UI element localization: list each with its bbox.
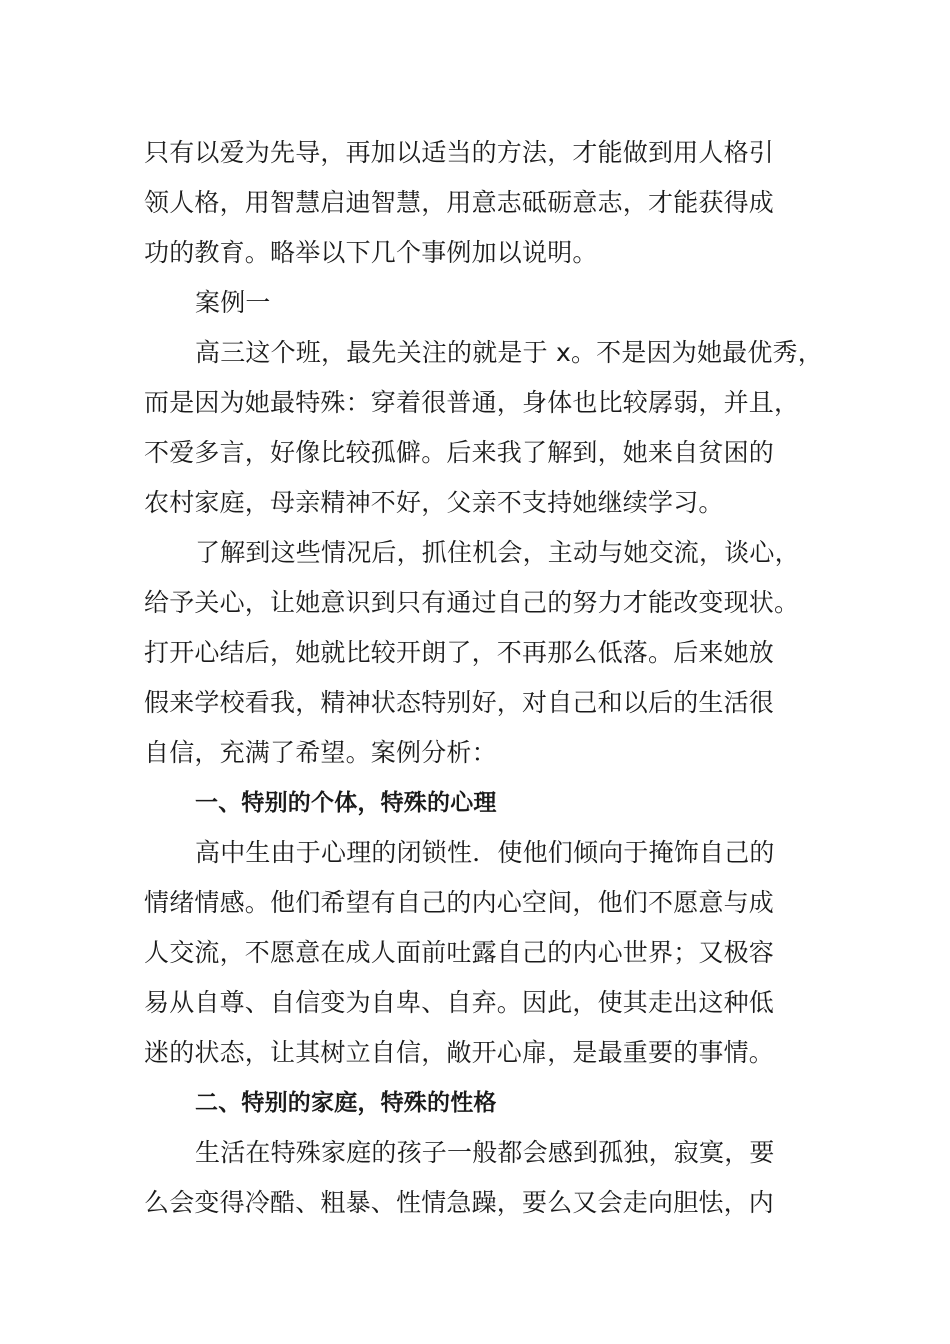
text-line: 迷的状态，让其树立自信，敞开心扉，是最重要的事情。 bbox=[144, 1038, 775, 1067]
text-line: 人交流，不愿意在成人面前吐露自己的内心世界；又极容 bbox=[144, 938, 775, 967]
document-body bbox=[144, 128, 834, 1228]
text-line: 功的教育。略举以下几个事例加以说明。 bbox=[144, 238, 598, 267]
section-heading: 二、特别的家庭，特殊的性格 bbox=[195, 1090, 497, 1116]
text-line: 生活在特殊家庭的孩子一般都会感到孤独，寂寞，要 bbox=[195, 1138, 775, 1167]
section-heading: 一、特别的个体，特殊的心理 bbox=[195, 790, 497, 816]
text-line: 么会变得冷酷、粗暴、性情急躁，要么又会走向胆怯，内 bbox=[144, 1188, 775, 1217]
text-line: 只有以爱为先导，再加以适当的方法，才能做到用人格引 bbox=[144, 138, 775, 167]
text-line: 了解到这些情况后，抓住机会，主动与她交流，谈心， bbox=[195, 538, 800, 567]
case-title: 案例一 bbox=[195, 288, 271, 317]
text-line: 高中生由于心理的闭锁性．使他们倾向于掩饰自己的 bbox=[195, 838, 775, 867]
text-line: 领人格，用智慧启迪智慧，用意志砥砺意志，才能获得成 bbox=[144, 188, 775, 217]
text-line: 自信，充满了希望。案例分析： bbox=[144, 738, 497, 767]
text-line: 而是因为她最特殊：穿着很普通，身体也比较孱弱，并且， bbox=[144, 388, 800, 417]
text-line: 情绪情感。他们希望有自己的内心空间，他们不愿意与成 bbox=[144, 888, 775, 917]
text-line: 高三这个班，最先关注的就是于 x。不是因为她最优秀， bbox=[195, 338, 823, 367]
text-line: 易从自尊、自信变为自卑、自弃。因此，使其走出这种低 bbox=[144, 988, 775, 1017]
text-line: 给予关心，让她意识到只有通过自己的努力才能改变现状。 bbox=[144, 588, 800, 617]
text-line: 打开心结后，她就比较开朗了，不再那么低落。后来她放 bbox=[144, 638, 775, 667]
text-line: 假来学校看我，精神状态特别好，对自己和以后的生活很 bbox=[144, 688, 775, 717]
text-line: 农村家庭，母亲精神不好，父亲不支持她继续学习。 bbox=[144, 488, 724, 517]
text-line: 不爱多言，好像比较孤僻。后来我了解到，她来自贫困的 bbox=[144, 438, 775, 467]
